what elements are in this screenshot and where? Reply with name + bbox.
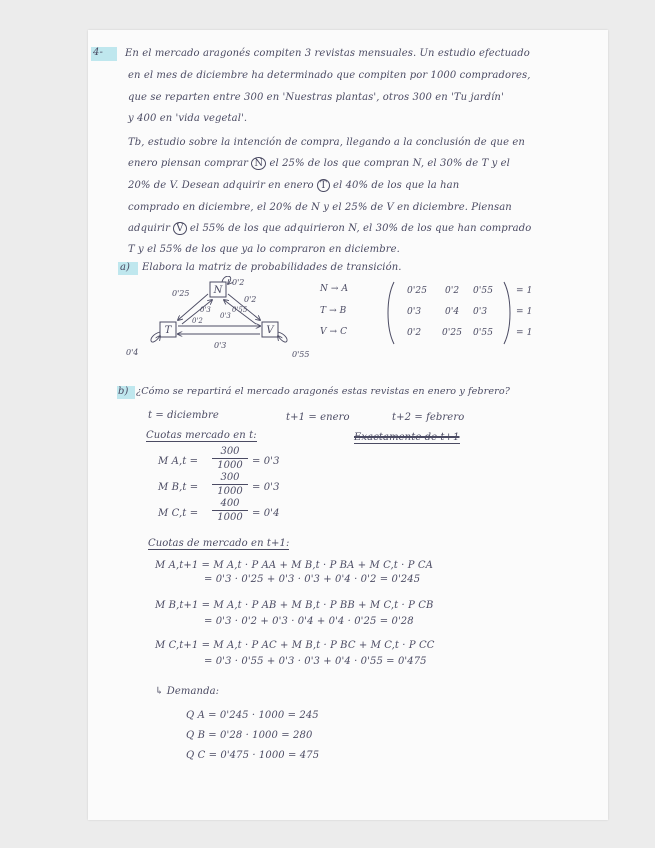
statement-line-6b: el 25% de los que compran N, el 30% de T y el <box>269 158 510 169</box>
transition-diagram <box>120 276 320 362</box>
row-sum-1: = 1 <box>516 286 533 296</box>
circled-V: V <box>173 222 186 235</box>
label-N-N: 0'2 <box>232 278 245 287</box>
cuota-c-t1-formula: M C,t+1 = M A,t · P AC + M B,t · P BC + M C,t · P CC <box>155 640 435 651</box>
label-mid: 0'55 <box>232 306 248 314</box>
matrix-r3c3: 0'55 <box>473 328 494 338</box>
demanda-b: Q B = 0'28 · 1000 = 280 <box>186 730 313 741</box>
time-def-t2: t+2 = febrero <box>392 412 465 423</box>
label-T-N: 0'3 <box>200 306 211 314</box>
matrix-r3c2: 0'25 <box>442 328 463 338</box>
cuota-b-t1-formula: M B,t+1 = M A,t · P AB + M B,t · P BB + M C,t · P CB <box>155 600 434 611</box>
statement-line-5: Tb, estudio sobre la intención de compra, llegando a la conclusión de que en <box>128 137 525 148</box>
cuota-c-t-lhs: M C,t = <box>158 508 199 519</box>
statement-line-9 <box>128 223 531 234</box>
demanda-a: Q A = 0'245 · 1000 = 245 <box>186 710 319 721</box>
cuota-b-t-den: 1000 <box>217 486 243 497</box>
cuota-c-t1-calc: = 0'3 · 0'55 + 0'3 · 0'3 + 0'4 · 0'55 = 0'475 <box>204 656 427 667</box>
label-N-T: 0'25 <box>172 289 190 298</box>
node-N: N <box>213 285 223 296</box>
matrix-r2c1: 0'3 <box>407 307 422 317</box>
statement-line-7 <box>128 180 459 191</box>
mapping-1: N → A <box>320 284 349 294</box>
time-def-t1: t+1 = enero <box>286 412 350 423</box>
node-T: T <box>164 325 172 336</box>
matrix-r3c1: 0'2 <box>407 328 422 338</box>
matrix-r2c2: 0'4 <box>445 307 460 317</box>
statement-line-9b: el 55% de los que adquirieron N, el 30% de los que han comprado <box>189 223 532 234</box>
cuota-a-t-num: 300 <box>220 446 240 457</box>
cuotas-t-title: Cuotas mercado en t: <box>146 430 257 441</box>
cuota-b-t1-calc: = 0'3 · 0'2 + 0'3 · 0'4 + 0'4 · 0'25 = 0'28 <box>204 616 414 627</box>
fraction-bar <box>212 510 248 511</box>
mapping-2: T → B <box>320 306 347 316</box>
cuota-c-t-num: 400 <box>220 498 240 509</box>
cuota-b-t-num: 300 <box>220 472 240 483</box>
matrix-r1c2: 0'2 <box>445 286 460 296</box>
notebook-page <box>88 30 608 820</box>
fraction-bar <box>212 458 248 459</box>
row-sum-3: = 1 <box>516 328 533 338</box>
statement-line-1: En el mercado aragonés compiten 3 revistas mensuales. Un estudio efectuado <box>125 48 530 59</box>
cuota-b-t-lhs: M B,t = <box>158 482 199 493</box>
statement-line-6a: enero piensan comprar <box>128 158 249 169</box>
cuota-a-t-den: 1000 <box>217 460 243 471</box>
matrix-r1c1: 0'25 <box>407 286 428 296</box>
loop-V <box>278 332 287 342</box>
problem-number: 4- <box>93 47 103 58</box>
statement-line-6 <box>128 158 510 169</box>
part-a-text: Elabora la matriz de probabilidades de transición. <box>142 262 402 273</box>
label-T-V: 0'2 <box>192 317 203 325</box>
statement-line-2: en el mes de diciembre ha determinado que compiten por 1000 compradores, <box>128 70 531 81</box>
label-V-T: 0'3 <box>214 341 227 350</box>
cuota-c-t-res: = 0'4 <box>252 508 280 519</box>
cuota-b-t-res: = 0'3 <box>252 482 280 493</box>
statement-line-4: y 400 en 'vida vegetal'. <box>128 113 248 124</box>
statement-line-3: que se reparten entre 300 en 'Nuestras plantas', otros 300 en 'Tu jardín' <box>128 92 504 103</box>
cuota-a-t-lhs: M A,t = <box>158 456 199 467</box>
part-a-label: a) <box>120 262 131 273</box>
label-T-T: 0'4 <box>126 348 139 357</box>
mapping-3: V → C <box>320 327 348 337</box>
cuota-a-t-frac <box>212 446 248 471</box>
crossed-text: Exactamente de t+1 <box>354 432 460 443</box>
time-def-t: t = diciembre <box>148 410 219 421</box>
cuota-c-t-frac <box>212 498 248 523</box>
label-V-V: 0'55 <box>292 350 310 359</box>
node-V: V <box>266 325 274 336</box>
cuotas-t1-title: Cuotas de mercado en t+1: <box>148 538 290 549</box>
statement-line-7b: el 40% de los que la han <box>333 180 460 191</box>
loop-T <box>151 332 160 342</box>
statement-line-7a: 20% de V. Desean adquirir en enero <box>128 180 314 191</box>
row-sum-2: = 1 <box>516 307 533 317</box>
circled-N: N <box>251 157 266 170</box>
matrix-r1c3: 0'55 <box>473 286 494 296</box>
matrix-r2c3: 0'3 <box>473 307 488 317</box>
demanda-c: Q C = 0'475 · 1000 = 475 <box>186 750 320 761</box>
fraction-bar <box>212 484 248 485</box>
cuota-a-t1-formula: M A,t+1 = M A,t · P AA + M B,t · P BA + M C,t · P CA <box>155 560 433 571</box>
part-b-label: b) <box>118 386 129 397</box>
cuota-b-t-frac <box>212 472 248 497</box>
demanda-title: ↳ Demanda: <box>155 686 220 697</box>
statement-line-8: comprado en diciembre, el 20% de N y el 25% de V en diciembre. Piensan <box>128 202 512 213</box>
cuota-a-t-res: = 0'3 <box>252 456 280 467</box>
label-V-N: 0'3 <box>220 312 231 320</box>
part-b-question: ¿Cómo se repartirá el mercado aragonés estas revistas en enero y febrero? <box>136 386 510 397</box>
cuota-a-t1-calc: = 0'3 · 0'25 + 0'3 · 0'3 + 0'4 · 0'2 = 0'245 <box>204 574 421 585</box>
statement-line-10: T y el 55% de los que ya lo compraron en diciembre. <box>128 244 400 255</box>
statement-line-9a: adquirir <box>128 223 170 234</box>
label-N-V: 0'2 <box>244 295 257 304</box>
circled-T: T <box>317 179 330 192</box>
cuota-c-t-den: 1000 <box>217 512 243 523</box>
